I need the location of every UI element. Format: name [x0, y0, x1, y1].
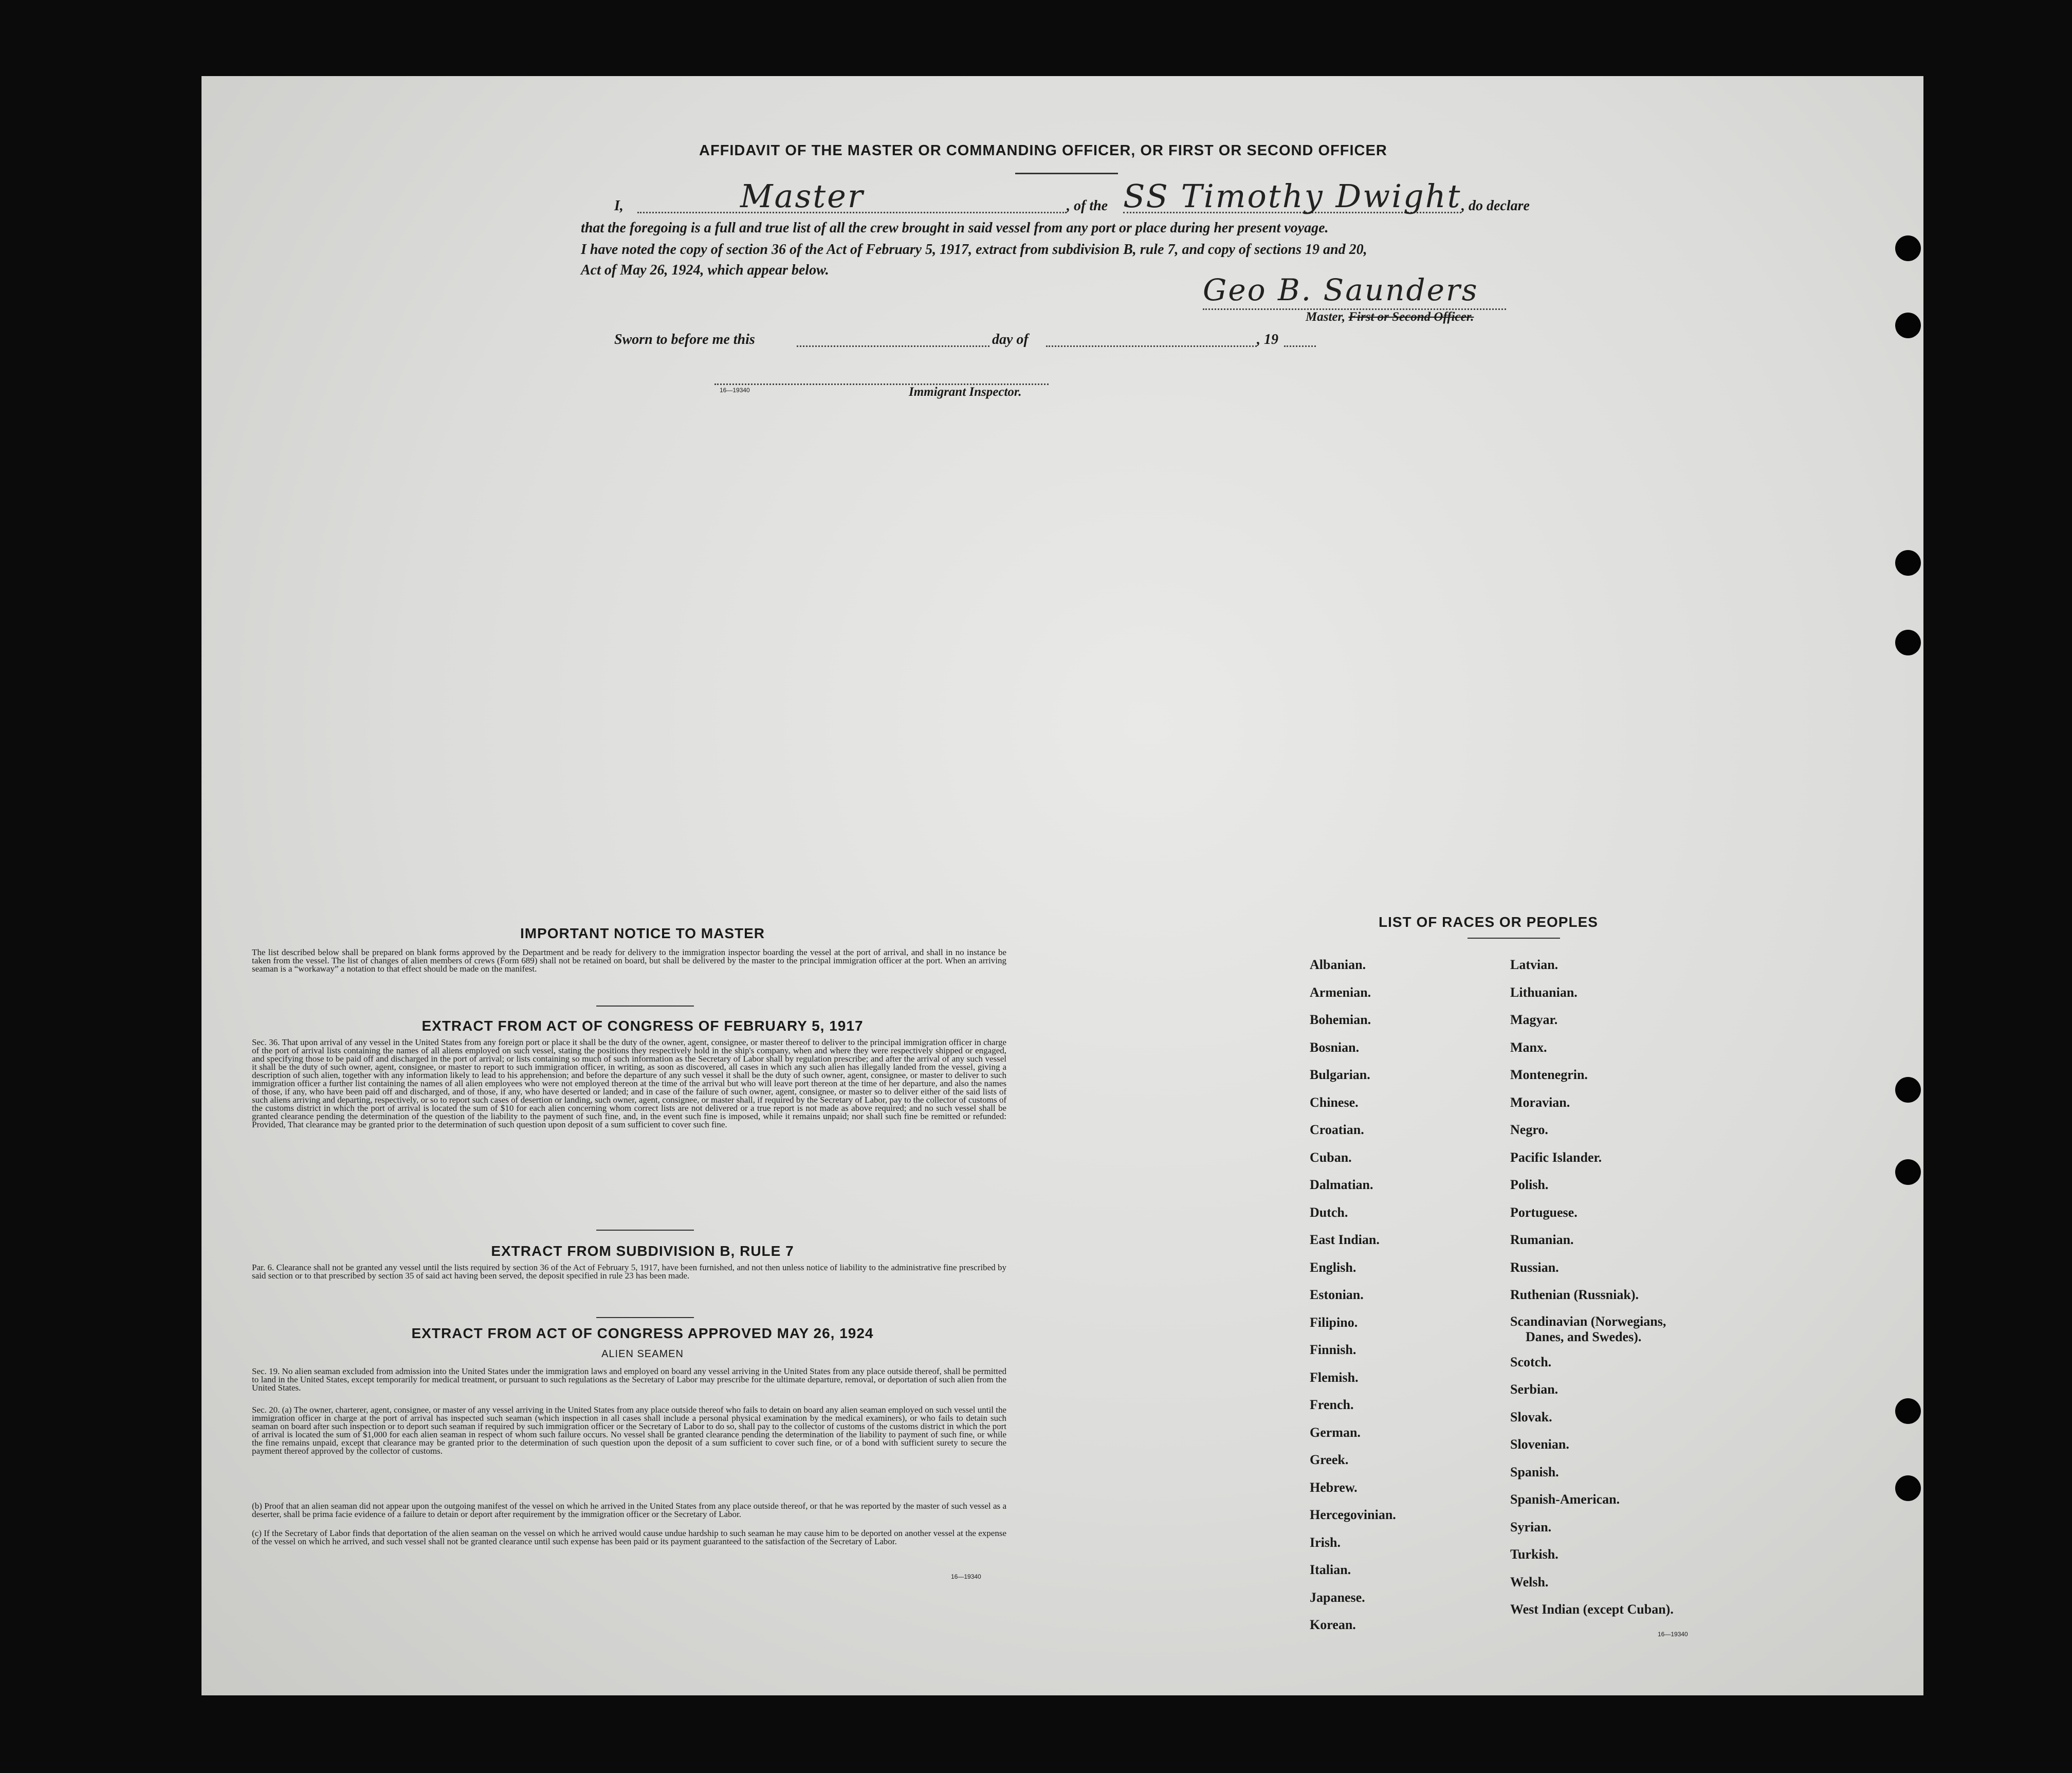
- races-left-list: [1310, 951, 1396, 1639]
- race-item: Albanian.: [1310, 957, 1366, 972]
- declaration-line-4: Act of May 26, 1924, which appear below.: [581, 262, 829, 278]
- vessel-handwritten: SS Timothy Dwight: [1123, 177, 1462, 215]
- race-item: Lithuanian.: [1510, 984, 1578, 1000]
- declaration-line-2: that the foregoing is a full and true list of all the crew brought in said vessel from any port or place during her present voyage.: [581, 220, 1329, 236]
- race-item: Italian.: [1310, 1562, 1351, 1577]
- race-item: Russian.: [1510, 1259, 1559, 1275]
- race-item: Danes, and Swedes).: [1526, 1329, 1642, 1344]
- race-item: German.: [1310, 1424, 1361, 1440]
- declaration-i: I,: [614, 198, 624, 214]
- race-item: Montenegrin.: [1510, 1067, 1588, 1082]
- race-item: Croatian.: [1310, 1122, 1364, 1137]
- rule7-rule: [596, 1317, 694, 1318]
- extract-1917-text: Sec. 36. That upon arrival of any vessel in the United States from any foreign port or place it shall be the duty of the owner, agent, consignee, or master thereof to deliver to the principal immigration officer in charge of the port of arrival lists containing the names of all aliens employed on such vessel, stating the positions they respectively hold in the ship's company, when and where they were respectively shipped or engaged, and specifying those to be paid off and discharged in the port of arrival; or lists containing so much of such information as the Secretary of Labor shall by regulation prescribe; and after the arrival of any such vessel it shall be the duty of such owner, agent, consignee, or master to report to such immigration officer, in writing, as soon as discovered, all cases in which any such alien has illegally landed from the vessel, giving a description of such alien, together with any information likely to lead to his apprehension; and before the departure of any such vessel it shall be the duty of such owner, agent, consignee, or master to deliver to such immigration officer a further list containing the names of all alien employees who were not employed thereon at the time of the arrival but who will leave port thereon at the time of her departure, and also the names of those, if any, who have been paid off and discharged, and of those, if any, who have deserted or landed; and in case of the failure of such owner, agent, consignee, or master so to deliver either of the said lists of such aliens arriving and departing, respectively, or so to report such cases of desertion or landing, such owner, agent, consignee, or master shall, if required by the Secretary of Labor, pay to the collector of customs of the customs district in which the port of arrival is located the sum of $10 for each alien concerning whom correct lists are not delivered or a true report is not made as above required; and no such vessel shall be granted clearance pending the determination of the question of the liability to the payment of such fine, and, in the event such fine is imposed, while it remains unpaid; nor shall such fine be remitted or refunded: Provided, That clearance may be granted prior to the determination of such question upon deposit of a sum sufficient to cover such fine.: [252, 1037, 1006, 1129]
- sworn-text: Sworn to before me this: [614, 332, 755, 348]
- race-item: Serbian.: [1510, 1382, 1558, 1397]
- notice-title: IMPORTANT NOTICE TO MASTER: [520, 925, 765, 941]
- inspector-label: Immigrant Inspector.: [909, 385, 1022, 399]
- notice-rule: [596, 1006, 694, 1007]
- race-item: Dalmatian.: [1310, 1177, 1373, 1192]
- form-number-left: 16—19340: [951, 1573, 981, 1580]
- race-item: Manx.: [1510, 1039, 1547, 1055]
- race-item: Turkish.: [1510, 1547, 1558, 1562]
- race-item: Cuban.: [1310, 1149, 1352, 1165]
- signature-caption: [1306, 310, 1474, 324]
- race-item: Bulgarian.: [1310, 1067, 1370, 1082]
- affidavit-title: AFFIDAVIT OF THE MASTER OR COMMANDING OFFICER, OR FIRST OR SECOND OFFICER: [699, 142, 1387, 159]
- race-item: Moravian.: [1510, 1094, 1570, 1110]
- race-item: Hercegovinian.: [1310, 1507, 1396, 1522]
- do-declare-label: , do declare: [1461, 198, 1530, 214]
- race-item: Bosnian.: [1310, 1039, 1360, 1055]
- punch-hole: [1895, 313, 1921, 338]
- race-item: Irish.: [1310, 1534, 1341, 1550]
- extract-1924-title: EXTRACT FROM ACT OF CONGRESS APPROVED MAY 26, 1924: [411, 1325, 874, 1341]
- punch-hole: [1895, 630, 1921, 655]
- extract-1917-title: EXTRACT FROM ACT OF CONGRESS OF FEBRUARY 5, 1917: [421, 1018, 864, 1034]
- race-item: Estonian.: [1310, 1287, 1364, 1302]
- race-item: Dutch.: [1310, 1204, 1348, 1220]
- race-item: Welsh.: [1510, 1574, 1549, 1589]
- race-item: Scotch.: [1510, 1354, 1552, 1369]
- race-item: English.: [1310, 1259, 1356, 1275]
- role-handwritten: Master: [740, 177, 865, 215]
- notice-text: The list described below shall be prepared on blank forms approved by the Department and be ready for delivery to the immigration inspector boarding the vessel at the port of arrival, and shall in no instance be taken from the vessel. The list of changes of alien members of crews (Form 689) shall not be retained on board, but shall be delivered by the master to the principal immigration officer at the port. When an arriving seaman is a “workaway” a notation to that effect should be made on the manifest.: [252, 947, 1006, 974]
- races-right-list: [1510, 951, 1674, 1623]
- race-item: French.: [1310, 1397, 1354, 1412]
- race-item: Filipino.: [1310, 1314, 1358, 1330]
- race-item: Greek.: [1310, 1452, 1349, 1467]
- race-item: Magyar.: [1510, 1012, 1558, 1027]
- form-number-top: 16—19340: [720, 387, 750, 394]
- race-item: Bohemian.: [1310, 1012, 1371, 1027]
- punch-hole: [1895, 1475, 1921, 1501]
- race-item: Pacific Islander.: [1510, 1149, 1602, 1165]
- race-item: Japanese.: [1310, 1589, 1365, 1605]
- race-item: Spanish-American.: [1510, 1492, 1620, 1507]
- extract-1924-sec20c: (c) If the Secretary of Labor finds that deportation of the alien seaman on the vessel on which he arrived would cause undue hardship to such seaman he may cause him to be deported on another vessel at the expense of the vessel on which he arrived, and such vessel shall not be granted clearance until such expense has been paid or its payment guaranteed to the satisfaction of the Secretary of Labor.: [252, 1528, 1006, 1546]
- race-item: Syrian.: [1510, 1519, 1552, 1534]
- punch-hole: [1895, 1077, 1921, 1103]
- punch-hole: [1895, 1159, 1921, 1185]
- races-title: LIST OF RACES OR PEOPLES: [1379, 914, 1598, 930]
- race-item: Portuguese.: [1510, 1204, 1578, 1220]
- race-item: Finnish.: [1310, 1342, 1356, 1357]
- race-item: Polish.: [1510, 1177, 1549, 1192]
- race-item: Negro.: [1510, 1122, 1548, 1137]
- day-of-label: day of: [992, 332, 1029, 348]
- sworn-day-blank: [797, 345, 989, 347]
- extract-1924-sec20a: Sec. 20. (a) The owner, charterer, agent, consignee, or master of any vessel arriving in the United States from any place outside thereof who fails to detain on board any alien seaman employed on such vessel until the immigration officer in charge at the port of arrival has inspected such seaman (which inspection in all cases shall include a personal physical examination by the medical examiners), or who fails to detain such seaman on board after such inspection or to deport such seaman if required by such immigration officer or the Secretary of Labor to do so, shall pay to the collector of customs of the customs district in which the port of arrival is located the sum of $1,000 for each alien seaman in respect of whom such failure occurs. No vessel shall be granted clearance pending the determination of the liability to payment of such fine, or while the fine remains unpaid, except that clearance may be granted prior to the determination of such question upon the deposit of a sum sufficient to cover such fine, or of a bond with sufficient surety to secure the payment thereof approved by the collector of customs.: [252, 1405, 1006, 1456]
- race-item: Slovenian.: [1510, 1437, 1569, 1452]
- race-item: Latvian.: [1510, 957, 1558, 972]
- title-rule: [1015, 173, 1118, 174]
- race-item: East Indian.: [1310, 1232, 1380, 1247]
- race-item: Spanish.: [1510, 1464, 1559, 1479]
- sworn-month-blank: [1046, 345, 1257, 347]
- race-item: Ruthenian (Russniak).: [1510, 1287, 1639, 1302]
- race-item: West Indian (except Cuban).: [1510, 1602, 1674, 1617]
- race-item: Scandinavian (Norwegians,: [1510, 1313, 1666, 1329]
- signature-caption-struck: First or Second Officer.: [1348, 310, 1474, 324]
- of-the-label: , of the: [1067, 198, 1108, 214]
- extract-1924-sec20b: (b) Proof that an alien seaman did not appear upon the outgoing manifest of the vessel on which he arrived in the United States from any place outside thereof, or that he was reported by the master of such vessel as a deserter, shall be prima facie evidence of a failure to detain or deport after requirement by the immigration officer or the Secretary of Labor.: [252, 1501, 1006, 1519]
- declaration-line-3: I have noted the copy of section 36 of the Act of February 5, 1917, extract from subdivision B, rule 7, and copy of sections 19 and 20,: [581, 242, 1367, 258]
- signature-caption-master: Master,: [1306, 310, 1346, 324]
- punch-hole: [1895, 550, 1921, 576]
- extract-1917-rule: [596, 1230, 694, 1231]
- race-item: Armenian.: [1310, 984, 1371, 1000]
- year-blank: [1284, 345, 1316, 347]
- master-signature: Geo B. Saunders: [1203, 272, 1479, 307]
- race-item: Rumanian.: [1510, 1232, 1574, 1247]
- race-item: Flemish.: [1310, 1369, 1359, 1385]
- race-item: Korean.: [1310, 1617, 1356, 1632]
- rule7-text: Par. 6. Clearance shall not be granted any vessel until the lists required by section 36 of the Act of February 5, 1917, have been furnished, and not then unless notice of liability to the administrative fine prescribed by said section or to that prescribed by section 35 of said act having been served, the deposit specified in rule 23 has been made.: [252, 1263, 1006, 1281]
- rule7-title: EXTRACT FROM SUBDIVISION B, RULE 7: [491, 1243, 794, 1259]
- punch-hole: [1895, 235, 1921, 261]
- races-rule: [1468, 938, 1560, 939]
- punch-hole: [1895, 1398, 1921, 1424]
- race-item: Chinese.: [1310, 1094, 1359, 1110]
- year-prefix: , 19: [1257, 332, 1278, 348]
- extract-1924-subtitle: ALIEN SEAMEN: [601, 1348, 684, 1360]
- race-item: Hebrew.: [1310, 1479, 1358, 1495]
- form-number-right: 16—19340: [1658, 1631, 1688, 1638]
- race-item: Slovak.: [1510, 1409, 1552, 1424]
- extract-1924-sec19: Sec. 19. No alien seaman excluded from admission into the United States under the immigration laws and employed on board any vessel arriving in the United States from any place outside thereof, shall be permitted to land in the United States, except temporarily for medical treatment, or pursuant to such regulations as the Secretary of Labor may prescribe for the ultimate departure, removal, or deportation of such alien from the United States.: [252, 1366, 1006, 1393]
